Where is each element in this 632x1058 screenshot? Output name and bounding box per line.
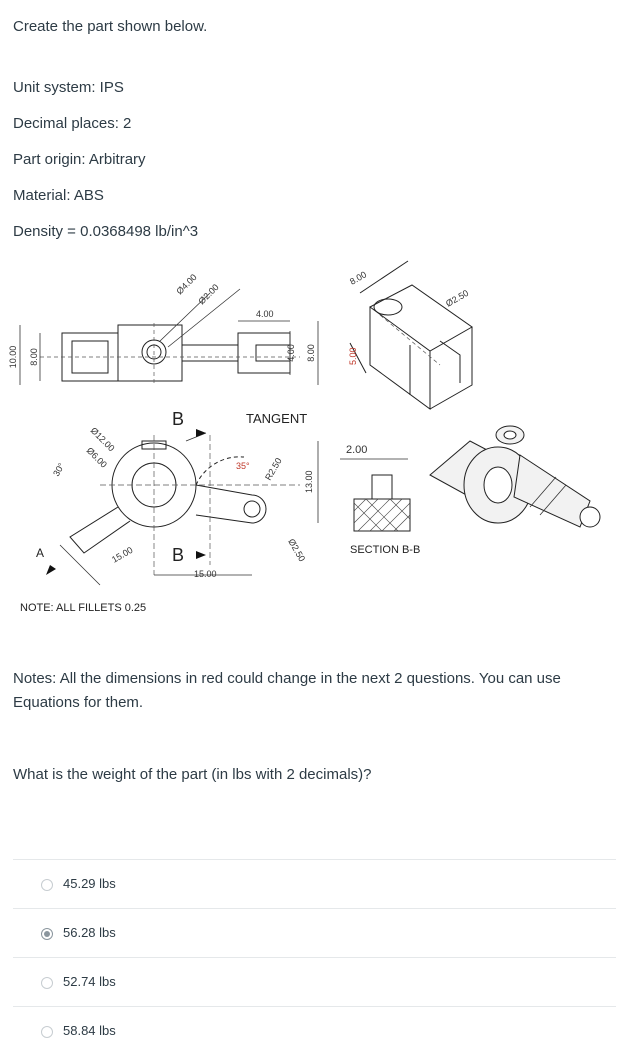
dim-iso-side: 5.00 — [348, 347, 358, 365]
answer-option-label: 45.29 lbs — [63, 876, 116, 891]
bottom-pin-hole — [244, 501, 260, 517]
iso-front-face — [370, 307, 430, 409]
separator — [13, 908, 616, 909]
separator — [13, 1006, 616, 1007]
radio-button[interactable] — [41, 977, 53, 989]
answer-option-label: 58.84 lbs — [63, 1023, 116, 1038]
label-view-a: A — [36, 546, 45, 560]
label-tangent: TANGENT — [246, 411, 308, 426]
fillet-note: NOTE: ALL FILLETS 0.25 — [20, 602, 147, 614]
dim-h-left-inner: 8.00 — [29, 348, 39, 366]
front-center-body — [118, 325, 182, 381]
dim-h-right-inner: 4.00 — [286, 344, 296, 362]
dim-section-width: 2.00 — [346, 444, 368, 456]
dim-d-small: Ø6.00 — [84, 445, 110, 470]
section-stem — [372, 475, 392, 499]
iso-hole — [374, 299, 402, 315]
spec-unit-system: Unit system: IPS — [13, 79, 124, 96]
answer-option-label: 56.28 lbs — [63, 925, 116, 940]
render-fork — [514, 455, 590, 527]
radio-button[interactable] — [41, 1026, 53, 1038]
dim-angle-30: 30° — [51, 461, 67, 478]
question-prompt: What is the weight of the part (in lbs with 2 decimals)? — [13, 766, 372, 783]
dim-slot-width: 4.00 — [256, 309, 274, 319]
label-section-title: SECTION B-B — [350, 544, 421, 556]
dim-len-bottom: 15.00 — [194, 569, 217, 579]
notes-text: Notes: All the dimensions in red could change in the next 2 questions. You can use Equations for them. — [13, 670, 561, 711]
front-right-fork — [238, 333, 290, 373]
radio-button-selected[interactable] — [41, 928, 53, 940]
answer-option-label: 52.74 lbs — [63, 974, 116, 989]
bottom-right-arm — [196, 485, 266, 523]
answer-option-1[interactable] — [13, 862, 616, 910]
question-intro: Create the part shown below. — [13, 18, 208, 35]
dim-d-big: Ø12.00 — [88, 425, 117, 454]
label-section-b-bottom: B — [172, 545, 185, 565]
dim-iso-dia: Ø2.50 — [444, 287, 471, 309]
separator — [13, 957, 616, 958]
dim-top-circle: Ø4.00 — [174, 271, 199, 297]
spec-density: Density = 0.0368498 lb/in^3 — [13, 223, 199, 240]
radio-button[interactable] — [41, 879, 53, 891]
separator — [13, 859, 616, 860]
dim-angle-35: 35° — [236, 461, 250, 471]
dim-h-left-outer: 10.00 — [8, 345, 18, 369]
engineering-drawing — [0, 245, 632, 625]
dim-iso-top: 8.00 — [348, 269, 369, 287]
answer-option-2[interactable] — [13, 911, 616, 959]
dim-h-13: 13.00 — [304, 470, 314, 493]
answer-option-4[interactable] — [13, 1009, 616, 1057]
bottom-left-arm — [70, 507, 130, 553]
dim-r-arc: R2.50 — [263, 456, 284, 482]
dim-top-hole: Ø2.00 — [196, 281, 221, 307]
answer-option-3[interactable] — [13, 960, 616, 1008]
label-section-b-top: B — [172, 409, 185, 429]
dim-len-left: 15.00 — [110, 544, 135, 565]
spec-part-origin: Part origin: Arbitrary — [13, 151, 146, 168]
drawing-svg — [0, 245, 632, 625]
dim-d-pin: Ø2.50 — [286, 537, 308, 564]
dim-h-right-outer: 8.00 — [306, 344, 316, 362]
spec-material: Material: ABS — [13, 187, 104, 204]
spec-decimal-places: Decimal places: 2 — [13, 115, 132, 132]
